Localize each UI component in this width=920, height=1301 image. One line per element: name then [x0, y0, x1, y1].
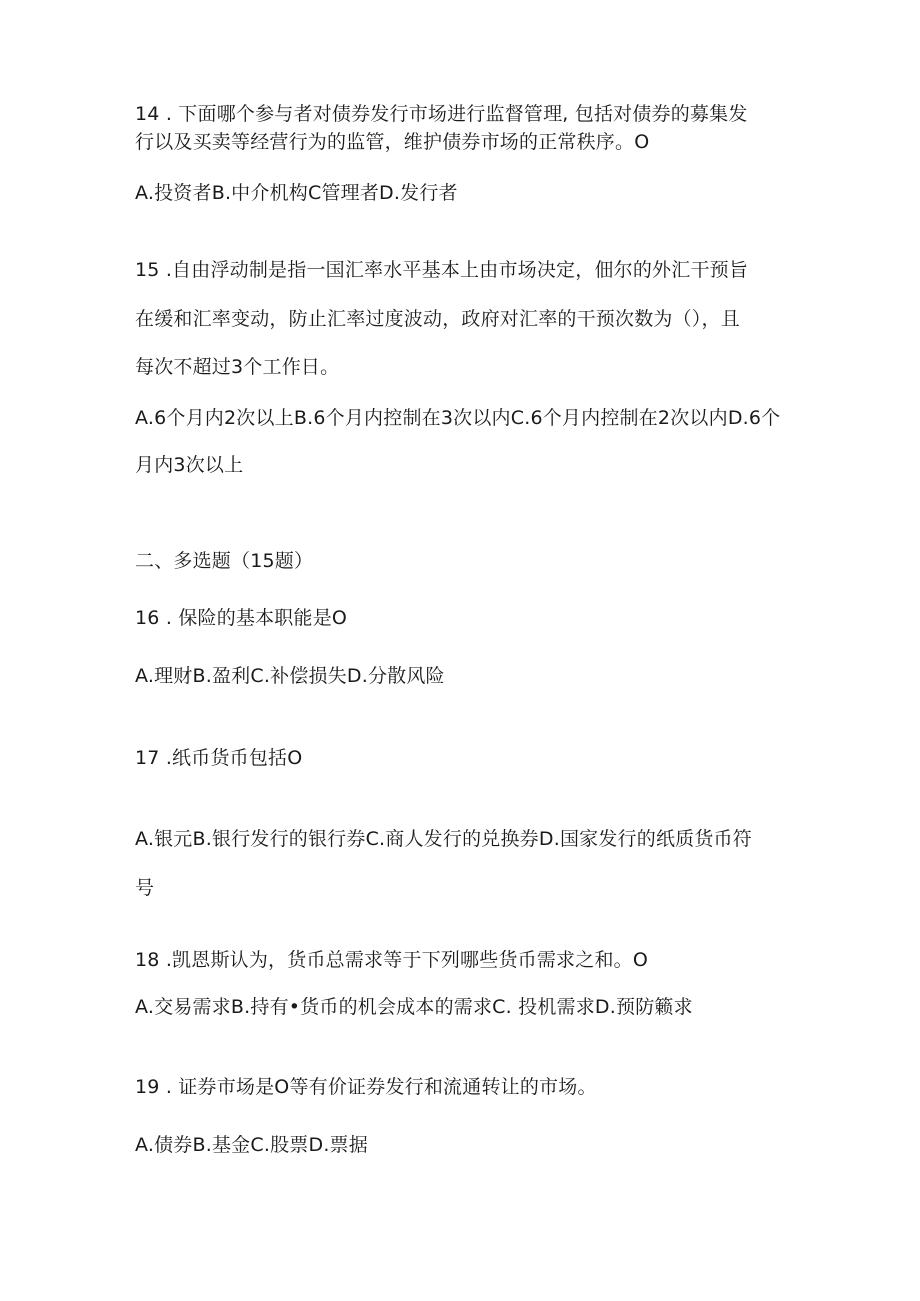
q17-options-line2: 号 [135, 877, 155, 899]
section-heading-multiple-choice: 二、多选题（15题） [135, 550, 314, 572]
q15-options-line2: 月内3次以上 [135, 454, 244, 476]
q14-stem-line1: 14 . 下面哪个参与者对债券发行市场进行监督管理, 包括对债券的募集发 [135, 103, 748, 125]
q17-options-line1: A.银元B.银行发行的银行券C.商人发行的兑换券D.国家发行的纸质货币符 [135, 828, 752, 850]
q16-stem: 16 . 保险的基本职能是O [135, 607, 348, 629]
q19-stem: 19 . 证券市场是O等有价证券发行和流通转让的市场。 [135, 1076, 597, 1098]
q15-stem-line2: 在缓和汇率变动，防止汇率过度波动，政府对汇率的干预次数为（），且 [135, 308, 740, 330]
q15-options-line1: A.6个月内2次以上B.6个月内控制在3次以内C.6个月内控制在2次以内D.6个 [135, 407, 781, 429]
q14-options: A.投资者B.中介机构C管理者D.发行者 [135, 182, 458, 204]
q15-stem-line1: 15 .自由浮动制是指一国汇率水平基本上由市场决定，佃尔的外汇干预旨 [135, 259, 749, 281]
q14-stem-line2: 行以及买卖等经营行为的监管，维护债券市场的正常秩序。O [135, 131, 650, 153]
q18-options: A.交易需求B.持有•货币的机会成本的需求C. 投机需求D.预防籁求 [135, 996, 693, 1018]
q15-stem-line3: 每次不超过3个工作日。 [135, 356, 340, 378]
q18-stem: 18 .凯恩斯认为，货币总需求等于下列哪些货币需求之和。O [135, 949, 649, 971]
q17-stem: 17 .纸币货币包括O [135, 747, 303, 769]
q16-options: A.理财B.盈利C.补偿损失D.分散风险 [135, 665, 445, 687]
q19-options: A.债券B.基金C.股票D.票据 [135, 1134, 368, 1156]
